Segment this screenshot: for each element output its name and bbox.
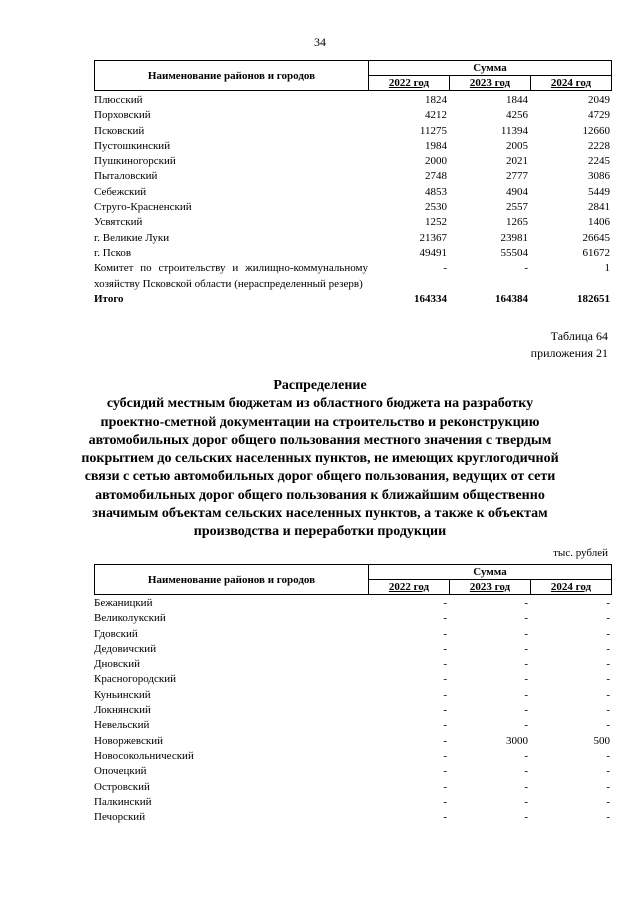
row-value-2023: 4256 — [506, 109, 528, 122]
table-row — [94, 642, 612, 657]
row-value-2023: 1265 — [506, 216, 528, 229]
row-value-2022: 49491 — [419, 246, 447, 259]
row-value-2024: - — [606, 612, 610, 625]
heading-line: покрытием до сельских населенных пунктов, не имеющих круглогодичной — [81, 451, 559, 467]
row-value-2023: 11394 — [500, 124, 528, 137]
row-value-2023: 2005 — [506, 139, 528, 152]
row-value-2024: - — [606, 597, 610, 609]
heading-line: автомобильных дорог общего пользования к ближайшим общественно — [95, 487, 545, 503]
row-name: Пыталовский — [94, 170, 158, 183]
row-name: Дновский — [94, 658, 141, 671]
row-value-2022: 1984 — [425, 139, 447, 152]
row-value-2024: 500 — [593, 734, 610, 747]
row-value-2023: - — [524, 704, 528, 717]
row-name: Красногородский — [94, 673, 177, 686]
row-value-2024: - — [606, 780, 610, 793]
row-value-2022: 4853 — [425, 185, 447, 198]
row-name: Локнянский — [94, 704, 151, 717]
table2-header — [94, 564, 612, 595]
table1-year-2023-header: 2023 год — [450, 76, 531, 91]
row-value-2023: - — [524, 627, 528, 640]
table2-year-2023-header: 2023 год — [450, 580, 531, 595]
row-value-2023: 2777 — [506, 170, 528, 183]
table-row — [94, 154, 612, 169]
page-number: 34 — [314, 35, 326, 49]
row-value-2022: - — [443, 612, 447, 625]
table-row — [94, 124, 612, 139]
committee-name: Комитет по строительству и жилищно-коммунальному хозяйству Псковской области (нераспределенный резерв) — [94, 262, 368, 290]
row-name: Пустошкинский — [94, 139, 171, 152]
row-value-2024: - — [606, 658, 610, 671]
row-value-2023: - — [524, 673, 528, 686]
table-row — [94, 108, 612, 123]
row-value-2024: - — [606, 627, 610, 640]
row-value-2024: 2245 — [588, 155, 610, 168]
row-name: Новосокольнический — [94, 749, 194, 762]
total-label: Итого — [94, 292, 124, 305]
table1-year-2024-header: 2024 год — [550, 77, 592, 89]
table2-year-2024-header: 2024 год — [550, 581, 592, 593]
heading-line: производства и переработки продукции — [193, 524, 447, 540]
row-value-2024: - — [606, 795, 610, 808]
row-value-2023: 4904 — [506, 185, 528, 198]
row-name: Бежаницкий — [94, 597, 153, 609]
row-value-2023: 2557 — [506, 201, 528, 214]
row-name: Плюсский — [94, 94, 143, 106]
row-name: Пушкиногорский — [94, 155, 176, 168]
table1-year-2022-header: 2022 год — [369, 76, 450, 91]
table-row — [94, 764, 612, 779]
total-2023: 164384 — [495, 292, 528, 305]
row-value-2023: 2021 — [506, 155, 528, 168]
section-heading — [0, 377, 640, 542]
table-row — [94, 215, 612, 230]
table2-sum-header: Сумма — [369, 565, 611, 580]
row-value-2024: - — [606, 673, 610, 686]
row-name: Дедовичский — [94, 642, 157, 655]
row-value-2022: - — [443, 597, 447, 609]
table-row — [94, 657, 612, 672]
row-value-2023: - — [524, 780, 528, 793]
table-row — [94, 780, 612, 795]
row-value-2024: 5449 — [588, 185, 610, 198]
row-value-2023: - — [524, 795, 528, 808]
row-value-2024: 1406 — [588, 216, 610, 229]
table-row — [94, 169, 612, 184]
table1-sum-header: Сумма — [369, 61, 611, 76]
unit-label: тыс. рублей — [553, 547, 608, 559]
table-row — [94, 611, 612, 626]
table-row — [94, 672, 612, 687]
table2-year-2022-header: 2022 год — [369, 580, 450, 595]
row-value-2023: 3000 — [506, 734, 528, 747]
row-value-2022: - — [443, 749, 447, 762]
row-value-2023: - — [524, 749, 528, 762]
row-name: Куньинский — [94, 688, 151, 701]
committee-2024: 1 — [604, 262, 610, 275]
row-value-2022: 2530 — [425, 201, 447, 214]
committee-2023: - — [524, 262, 528, 275]
row-value-2023: - — [524, 765, 528, 778]
table2-col-name-header: Наименование районов и городов — [95, 565, 369, 594]
table-row — [94, 718, 612, 733]
row-name: Печорский — [94, 811, 146, 824]
row-value-2023: 23981 — [500, 231, 528, 244]
row-value-2024: 61672 — [582, 246, 610, 259]
row-value-2022: - — [443, 795, 447, 808]
row-name: Струго-Красненский — [94, 201, 192, 214]
row-value-2022: 11275 — [419, 124, 447, 137]
row-value-2022: - — [443, 642, 447, 655]
row-value-2022: - — [443, 627, 447, 640]
row-value-2022: - — [443, 719, 447, 732]
row-name: Псковский — [94, 124, 145, 137]
table1 — [94, 93, 612, 307]
table1-header — [94, 60, 612, 91]
row-value-2024: 2049 — [588, 94, 610, 106]
row-value-2022: - — [443, 765, 447, 778]
row-value-2024: - — [606, 719, 610, 732]
row-value-2024: - — [606, 811, 610, 824]
row-value-2023: - — [524, 612, 528, 625]
table-caption — [531, 328, 608, 362]
table-number: Таблица 64 — [550, 329, 608, 343]
row-name: Себежский — [94, 185, 147, 198]
row-value-2023: - — [524, 597, 528, 609]
row-value-2022: - — [443, 673, 447, 686]
row-value-2024: - — [606, 642, 610, 655]
table-row — [94, 810, 612, 825]
row-name: Новоржевский — [94, 734, 164, 747]
committee-2022: - — [443, 262, 447, 275]
row-value-2023: - — [524, 811, 528, 824]
row-value-2022: 1252 — [425, 216, 447, 229]
row-value-2022: 2000 — [425, 155, 447, 168]
row-value-2022: 4212 — [425, 109, 447, 122]
heading-line: проектно-сметной документации на строительство и реконструкцию — [100, 414, 540, 430]
heading-line: значимым объектам сельских населенных пунктов, а также к объектам — [92, 506, 548, 522]
row-value-2024: 12660 — [582, 124, 610, 137]
row-value-2022: - — [443, 811, 447, 824]
table-row — [94, 627, 612, 642]
table1-col-name-header: Наименование районов и городов — [95, 61, 369, 90]
row-value-2023: - — [524, 658, 528, 671]
row-name: Опочецкий — [94, 765, 147, 778]
table-row — [94, 200, 612, 215]
table-row — [94, 734, 612, 749]
table-row — [94, 703, 612, 718]
table-row — [94, 688, 612, 703]
row-value-2022: - — [443, 704, 447, 717]
row-name: г. Великие Луки — [94, 231, 170, 244]
row-value-2024: 2841 — [588, 201, 610, 214]
heading-title: Распределение — [273, 378, 367, 393]
row-value-2024: - — [606, 704, 610, 717]
row-value-2023: 55504 — [500, 246, 528, 259]
heading-line: субсидий местным бюджетам из областного бюджета на разработку — [106, 396, 534, 412]
row-value-2024: 26645 — [582, 231, 610, 244]
table-row — [94, 246, 612, 261]
row-name: Порховский — [94, 109, 151, 122]
row-value-2023: 1844 — [506, 94, 528, 106]
heading-line: связи с сетью автомобильных дорог общего пользования, ведущих от сети — [84, 469, 556, 485]
row-name: Усвятский — [94, 216, 143, 229]
row-value-2022: - — [443, 658, 447, 671]
row-value-2022: 1824 — [425, 94, 447, 106]
heading-line: автомобильных дорог общего пользования местного значения с твердым — [88, 432, 552, 448]
total-2024: 182651 — [577, 292, 610, 305]
row-name: Палкинский — [94, 795, 152, 808]
table-row-total — [94, 292, 612, 307]
row-value-2023: - — [524, 719, 528, 732]
table-row — [94, 231, 612, 246]
table-row — [94, 749, 612, 764]
total-2022: 164334 — [414, 292, 447, 305]
row-name: Гдовский — [94, 627, 138, 640]
row-value-2024: 4729 — [588, 109, 610, 122]
row-value-2023: - — [524, 688, 528, 701]
row-name: г. Псков — [94, 246, 132, 259]
row-value-2022: 2748 — [425, 170, 447, 183]
row-value-2024: - — [606, 749, 610, 762]
row-name: Великолукский — [94, 612, 166, 625]
row-name: Невельский — [94, 719, 150, 732]
row-value-2024: - — [606, 688, 610, 701]
row-value-2023: - — [524, 642, 528, 655]
table-row — [94, 93, 612, 108]
row-value-2022: 21367 — [419, 231, 447, 244]
row-name: Островский — [94, 780, 150, 793]
table-row — [94, 795, 612, 810]
appendix-number: приложения 21 — [530, 346, 608, 360]
row-value-2022: - — [443, 734, 447, 747]
table-row-committee — [94, 261, 612, 292]
row-value-2024: - — [606, 765, 610, 778]
row-value-2024: 2228 — [588, 139, 610, 152]
row-value-2024: 3086 — [588, 170, 610, 183]
table-row — [94, 596, 612, 611]
row-value-2022: - — [443, 688, 447, 701]
table-row — [94, 139, 612, 154]
table2 — [94, 596, 612, 825]
row-value-2022: - — [443, 780, 447, 793]
table-row — [94, 185, 612, 200]
